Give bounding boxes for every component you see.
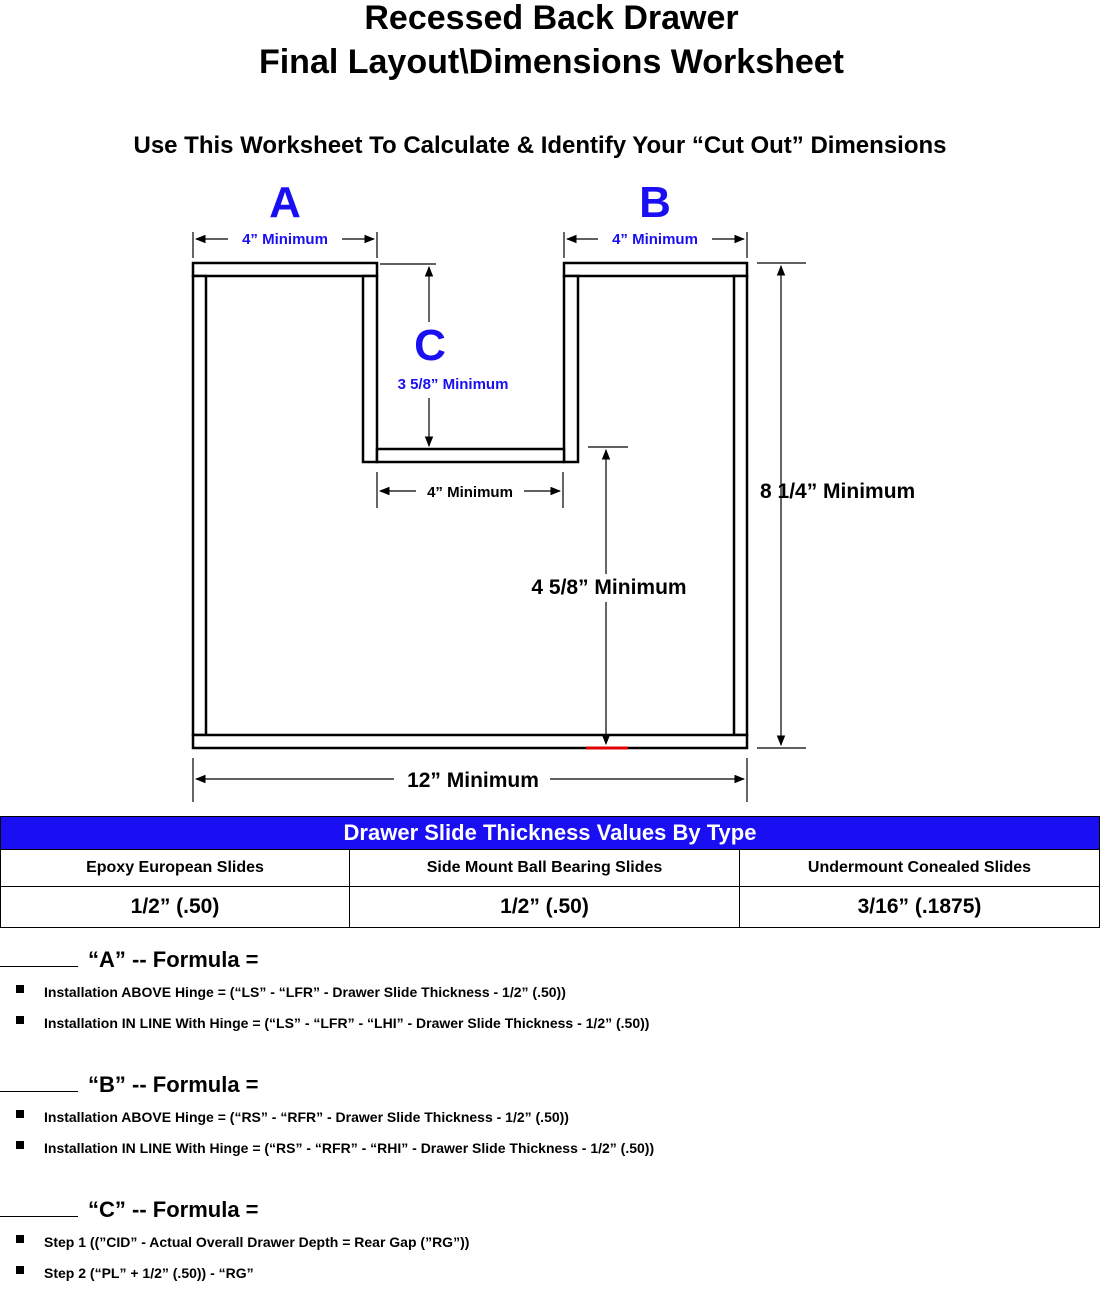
val-side-mount: 1/2” (.50) [350, 887, 740, 928]
page-title: Recessed Back Drawer [364, 0, 739, 37]
table-header: Drawer Slide Thickness Values By Type [1, 817, 1100, 850]
val-epoxy-european: 1/2” (.50) [1, 887, 350, 928]
formula-a [0, 945, 1103, 1037]
formula-b-line-2: Installation IN LINE With Hinge = (“RS” - “RFR” - “RHI” - Drawer Slide Thickness - 1/2” (.50)) [44, 1140, 655, 1156]
formula-c-title: “C” -- Formula = [88, 1197, 259, 1222]
col-epoxy-european: Epoxy European Slides [1, 850, 350, 887]
formula-a-line-2: Installation IN LINE With Hinge = (“LS” - “LFR” - “LHI” - Drawer Slide Thickness - 1/2” (.50)) [44, 1015, 650, 1031]
formula-a-title: “A” -- Formula = [88, 947, 259, 972]
formula-c [0, 1195, 1103, 1287]
label-c: C [414, 321, 446, 370]
back-board [193, 735, 747, 748]
cutout-left-board [363, 276, 377, 462]
cutout-bottom-board [377, 449, 564, 462]
dim-height-text: 8 1/4” Minimum [760, 480, 916, 503]
formula-b-title: “B” -- Formula = [88, 1072, 259, 1097]
drawer-outline [193, 263, 747, 748]
bullet-icon [16, 1141, 24, 1149]
dim-cutout-width-text: 4” Minimum [427, 484, 513, 501]
front-left-board [193, 263, 377, 276]
formula-a-line-1: Installation ABOVE Hinge = (“LS” - “LFR” - Drawer Slide Thickness - 1/2” (.50)) [44, 984, 566, 1000]
dim-lower-height-text: 4 5/8” Minimum [531, 576, 687, 599]
left-side-board [193, 276, 206, 735]
answer-blank-b[interactable] [0, 1071, 78, 1092]
bullet-icon [16, 1266, 24, 1274]
dim-width-text: 12” Minimum [407, 769, 539, 792]
answer-blank-a[interactable] [0, 946, 78, 967]
bullet-icon [16, 1016, 24, 1024]
col-side-mount: Side Mount Ball Bearing Slides [350, 850, 740, 887]
dim-b-text: 4” Minimum [612, 231, 698, 248]
formula-c-line-2: Step 2 (“PL” + 1/2” (.50)) - “RG” [44, 1265, 254, 1281]
bullet-icon [16, 1235, 24, 1243]
val-undermount: 3/16” (.1875) [740, 887, 1100, 928]
worksheet-instruction: Use This Worksheet To Calculate & Identify Your “Cut Out” Dimensions [133, 132, 947, 159]
label-b: B [639, 178, 671, 227]
label-a: A [269, 178, 301, 227]
bullet-icon [16, 985, 24, 993]
front-right-board [564, 263, 747, 276]
formula-b-line-1: Installation ABOVE Hinge = (“RS” - “RFR” - Drawer Slide Thickness - 1/2” (.50)) [44, 1109, 569, 1125]
dim-c-text: 3 5/8” Minimum [397, 376, 509, 393]
formula-c-line-1: Step 1 ((”CID” - Actual Overall Drawer Depth = Rear Gap (”RG”)) [44, 1234, 470, 1250]
slide-thickness-table [0, 816, 1100, 928]
cutout-right-board [564, 276, 578, 462]
bullet-icon [16, 1110, 24, 1118]
dim-a-text: 4” Minimum [242, 231, 328, 248]
col-undermount: Undermount Conealed Slides [740, 850, 1100, 887]
right-side-board [734, 276, 747, 735]
answer-blank-c[interactable] [0, 1196, 78, 1217]
formula-b [0, 1070, 1103, 1162]
page-subtitle-title: Final Layout\Dimensions Worksheet [258, 43, 845, 81]
